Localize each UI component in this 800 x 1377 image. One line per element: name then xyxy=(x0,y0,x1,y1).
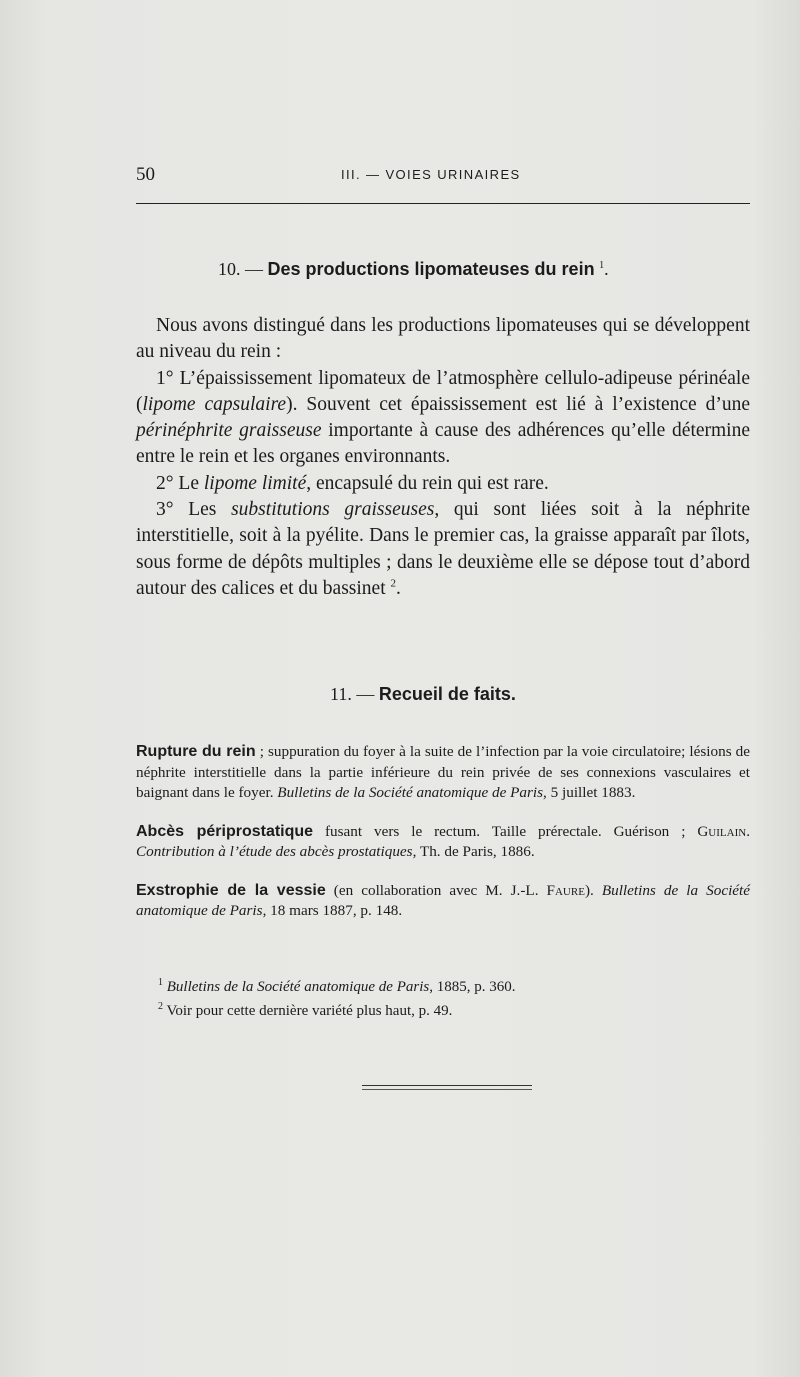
paragraph xyxy=(136,366,750,471)
footnote xyxy=(158,997,748,1021)
footnote-marker: 1 xyxy=(599,260,605,271)
footnote-source: Bulletins de la Société anatomique de Paris xyxy=(166,979,430,995)
italic-term: substitutions graisseuses xyxy=(231,499,435,521)
italic-term: lipome capsulaire xyxy=(142,393,287,415)
footnote xyxy=(158,973,748,997)
running-head xyxy=(136,164,746,188)
italic-term: périnéphrite graisseuse xyxy=(136,420,322,442)
paragraph-text: , encapsulé du rein qui est rare. xyxy=(306,472,549,494)
paragraph-text: ). Souvent cet épaississement est lié à l’existence d’une xyxy=(286,393,750,415)
section-number: 11. — xyxy=(330,684,375,704)
body-text xyxy=(136,313,750,602)
reference-entry xyxy=(136,881,750,922)
reference-title: Exstrophie de la vessie xyxy=(136,881,326,899)
reference-entry xyxy=(136,822,750,863)
paragraph xyxy=(136,497,750,602)
paragraph-text: 1° L’épaississement lipomateux de l’atmosphère cellulo-adipeuse périnéale ( xyxy=(136,367,750,415)
section-heading-11 xyxy=(330,684,516,705)
paragraph-text: 2° Le xyxy=(156,472,204,494)
paragraph-text: 3° Les xyxy=(156,499,232,521)
header-rule xyxy=(136,203,750,204)
reference-text: fusant vers le rectum. Taille prérectale. Guérison ; xyxy=(313,822,698,840)
footnote-marker: 2 xyxy=(390,577,396,590)
footnote-text: Voir pour cette dernière variété plus haut, p. 49. xyxy=(166,1003,453,1019)
reference-title: Rupture du rein xyxy=(136,743,256,760)
references-list xyxy=(136,742,750,940)
paragraph-text: . xyxy=(396,577,401,599)
paragraph-text: importante à cause des adhérences qu’elle détermine entre le rein et les organes environnants. xyxy=(136,420,750,468)
page-number: 50 xyxy=(136,164,155,185)
reference-author: Faure xyxy=(546,881,585,899)
paragraph-text: Nous avons distingué dans les productions lipomateuses qui se développent au niveau du rein : xyxy=(136,315,750,363)
footnotes xyxy=(158,973,748,1021)
paragraph-text: , qui sont liées soit à la néphrite interstitielle, soit à la pyélite. Dans le premier cas, la graisse apparaît par îlots, sous forme de dépôts multiples ; dans le deuxième elle se dépose tout d’abord autour des calices et du bassinet xyxy=(136,499,751,599)
end-rule xyxy=(362,1085,532,1086)
section-number: 10. — xyxy=(218,259,263,279)
footnote-number: 1 xyxy=(158,977,163,988)
reference-title: Abcès périprostatique xyxy=(136,822,314,840)
reference-author: Guilain xyxy=(697,822,747,840)
heading-punctuation: . xyxy=(604,259,609,279)
running-title: III. — VOIES URINAIRES xyxy=(341,167,521,182)
end-rule xyxy=(362,1089,532,1090)
italic-term: lipome limité xyxy=(203,472,307,494)
reference-text: ; suppuration du foyer à la suite de l’infection par la voie circulatoire; lésions de néphrite interstitielle dans la partie inférieure du rein privée de ses connexions vasculaires et baignant dans le foyer. xyxy=(136,743,751,801)
reference-text: ). xyxy=(584,881,602,899)
paragraph xyxy=(136,471,750,497)
reference-text: , 18 mars 1887, p. 148. xyxy=(262,902,403,919)
reference-source: Bulletins de la Société anatomique de Paris xyxy=(136,881,750,919)
reference-text: (en collaboration avec M. J.-L. xyxy=(325,881,547,899)
section-title: Des productions lipomateuses du rein xyxy=(267,259,595,279)
reference-text: , Th. de Paris, 1886. xyxy=(412,843,535,860)
footnote-number: 2 xyxy=(158,1001,163,1012)
section-title: Recueil de faits. xyxy=(378,684,516,704)
footnote-text: , 1885, p. 360. xyxy=(429,979,516,995)
reference-text: , 5 juillet 1883. xyxy=(543,784,636,801)
reference-entry xyxy=(136,742,750,804)
paragraph xyxy=(136,313,750,366)
reference-text: . xyxy=(746,822,750,840)
section-heading-10 xyxy=(218,259,609,280)
reference-source: Contribution à l’étude des abcès prostatiques xyxy=(136,843,413,860)
reference-source: Bulletins de la Société anatomique de Paris xyxy=(277,784,544,801)
